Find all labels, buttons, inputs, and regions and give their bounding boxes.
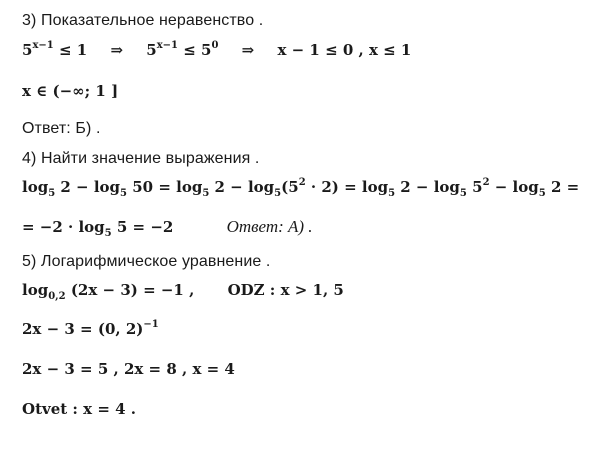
- exponent: −1: [143, 319, 159, 330]
- expr-part: 5 = −2: [111, 218, 174, 236]
- log-base: 5: [104, 228, 112, 239]
- log-expression-line-2: [22, 217, 313, 239]
- expr-part: 2 =: [545, 178, 580, 196]
- ineq-exponent-3: 0: [211, 40, 219, 51]
- log-fn: log: [22, 281, 49, 299]
- ineq-exponent-2: x−1: [156, 40, 178, 51]
- inequality-line: [22, 40, 412, 59]
- step-body: 2x − 3 = (0, 2): [22, 320, 144, 338]
- equation-step-1: [22, 319, 159, 338]
- implies-arrow-2: ⇒: [241, 41, 255, 59]
- log-fn: log: [176, 178, 203, 196]
- section-4-answer: Ответ: А) .: [226, 217, 313, 236]
- log-fn: log: [93, 178, 121, 196]
- section-3-answer: Ответ: Б) .: [22, 120, 101, 137]
- log-fn: log: [78, 218, 105, 236]
- expr-part: · 2) =: [305, 178, 362, 196]
- ineq-base: 5: [22, 41, 33, 59]
- expr-part: = −2 ·: [22, 218, 79, 236]
- expr-part: 2 −: [55, 178, 94, 196]
- expr-part: 2 −: [209, 178, 248, 196]
- ineq-base-2: 5: [146, 41, 157, 59]
- log-fn: log: [22, 178, 49, 196]
- log-fn: log: [433, 178, 460, 196]
- section-5-heading: 5) Логарифмическое уравнение .: [22, 253, 271, 270]
- log-base: 0,2: [48, 291, 66, 302]
- log-base: 5: [120, 188, 128, 199]
- ineq-result: x − 1 ≤ 0 , x ≤ 1: [277, 41, 412, 59]
- exponent: 2: [298, 177, 306, 188]
- ineq-exponent: x−1: [32, 40, 54, 51]
- expr-part: 2 −: [395, 178, 434, 196]
- exponent: 2: [482, 177, 490, 188]
- log-fn: log: [247, 178, 275, 196]
- log-base: 5: [202, 188, 210, 199]
- solution-interval: x ∈ (−∞; 1 ]: [22, 82, 119, 100]
- log-equation: [22, 281, 344, 302]
- implies-arrow: ⇒: [110, 41, 124, 59]
- log-base: 5: [459, 188, 467, 199]
- log-base: 5: [274, 188, 282, 199]
- section-5-answer: Otvet : x = 4 .: [22, 400, 137, 418]
- log-base: 5: [388, 188, 396, 199]
- ineq-relation: ≤ 1: [53, 41, 88, 59]
- ineq-relation-2: ≤ 5: [178, 41, 212, 59]
- odz-condition: ODZ : x > 1, 5: [227, 281, 344, 299]
- log-base: 5: [538, 188, 546, 199]
- expr-part: 5: [466, 178, 483, 196]
- log-base: 5: [48, 188, 56, 199]
- log-expression-line-1: [22, 177, 580, 199]
- section-3-heading: 3) Показательное неравенство .: [22, 12, 264, 29]
- equation-step-2: 2x − 3 = 5 , 2x = 8 , x = 4: [22, 360, 235, 378]
- section-4-heading: 4) Найти значение выражения .: [22, 150, 260, 167]
- equation-body: (2x − 3) = −1 ,: [65, 281, 195, 299]
- expr-part: −: [489, 178, 513, 196]
- expr-part: (5: [281, 178, 299, 196]
- expr-part: 50 =: [127, 178, 177, 196]
- log-fn: log: [361, 178, 389, 196]
- log-fn: log: [512, 178, 539, 196]
